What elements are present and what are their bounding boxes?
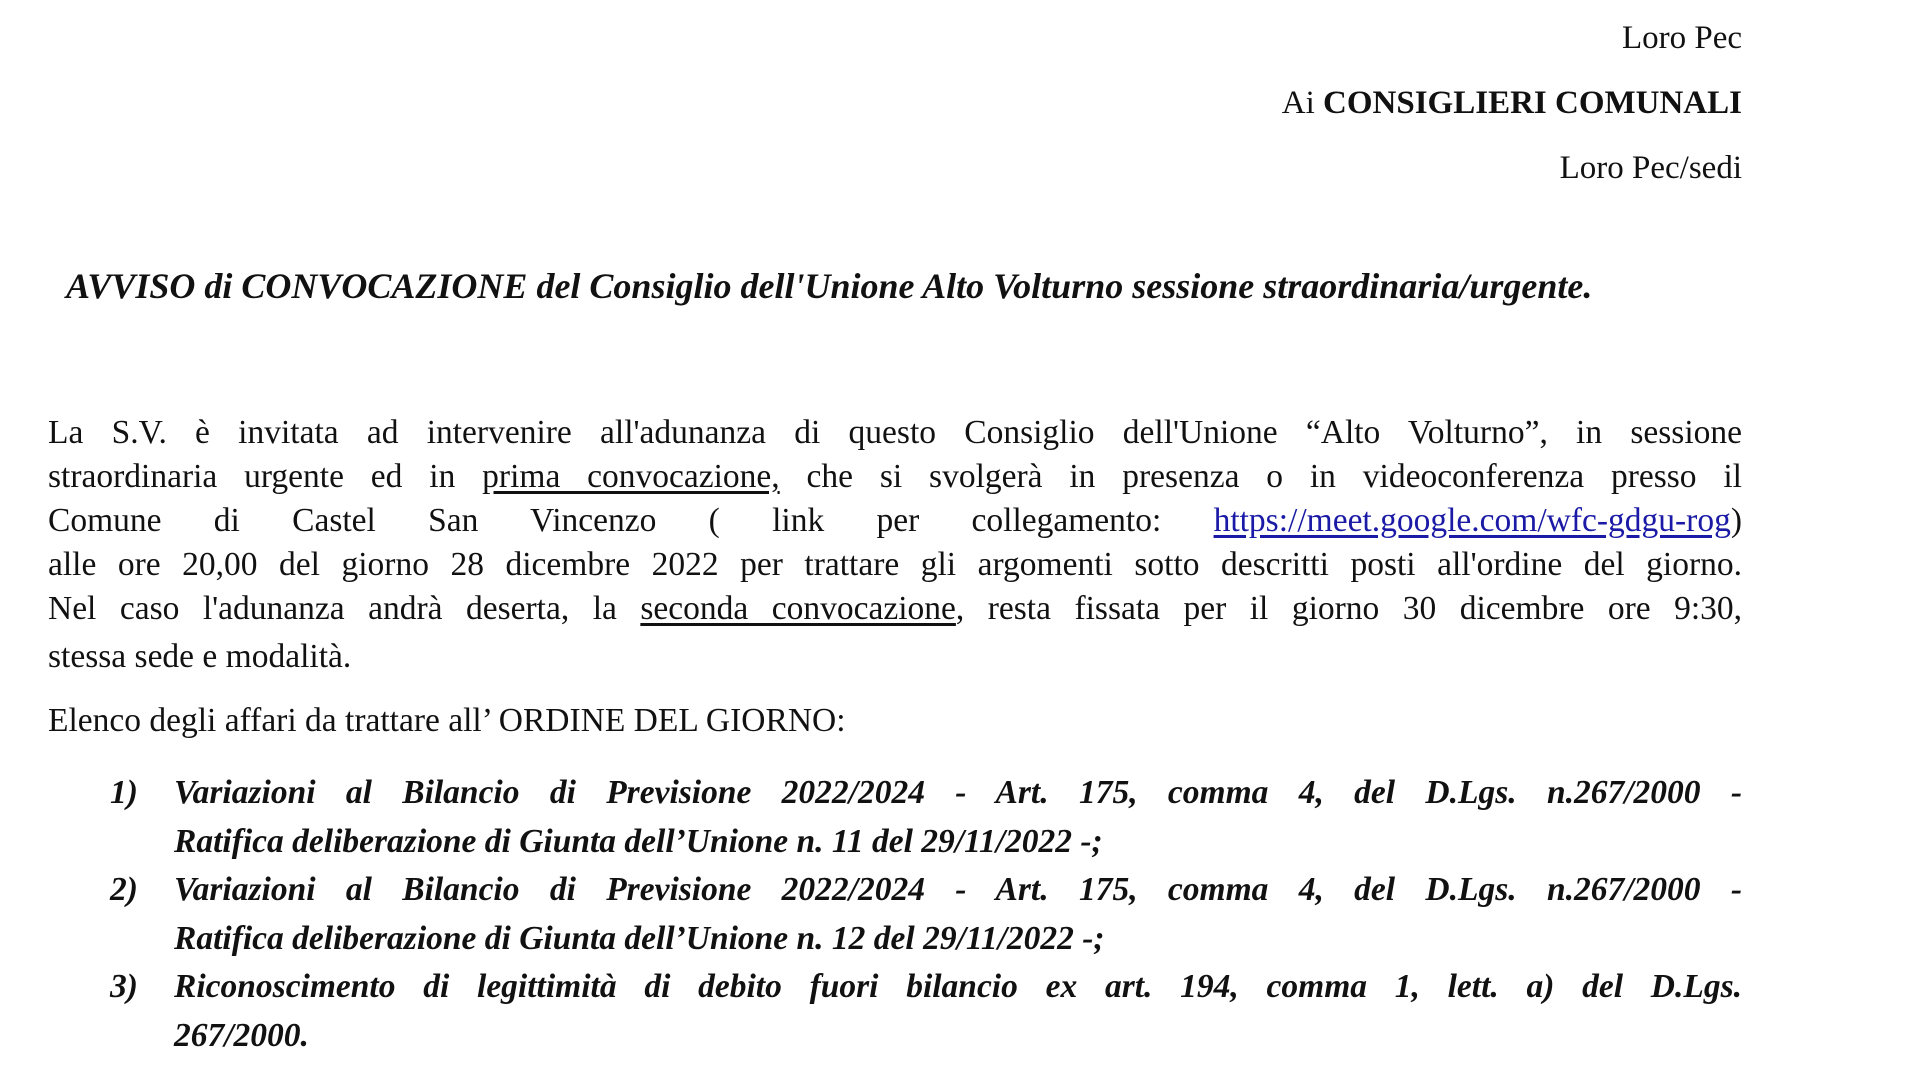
body-text: che si svolgerà in presenza o in videoconferenza presso il <box>779 458 1742 495</box>
recipients-block <box>1282 6 1742 201</box>
agenda-heading: Elenco degli affari da trattare all’ ORDINE DEL GIORNO: <box>48 702 846 739</box>
body-text: , resta fissata per il giorno 30 dicembre ore 9:30, <box>955 590 1743 627</box>
agenda-item-line: Riconoscimento di legittimità di debito fuori bilancio ex art. 194, comma 1, lett. a) del D.Lgs. <box>174 968 1742 1005</box>
body-row <box>48 587 1742 631</box>
meet-link[interactable]: https://meet.google.com/wfc-gdgu-rog <box>1213 502 1731 539</box>
recipient-line-1: Loro Pec <box>1621 20 1742 56</box>
agenda-item-line: Ratifica deliberazione di Giunta dell’Unione n. 12 del 29/11/2022 -; <box>174 919 1105 957</box>
recipient-prefix: Ai <box>1281 85 1324 121</box>
agenda-item-number: 2) <box>110 871 138 908</box>
body-text: ) <box>1730 502 1742 539</box>
prima-convocazione-text: prima convocazione, <box>482 458 780 495</box>
agenda-item-number: 3) <box>110 968 138 1005</box>
body-text: Comune di Castel San Vincenzo ( link per collegamento: <box>48 502 1214 539</box>
agenda-item-line: Ratifica deliberazione di Giunta dell’Unione n. 11 del 29/11/2022 -; <box>174 822 1103 860</box>
body-row: alle ore 20,00 del giorno 28 dicembre 2022 per trattare gli argomenti sotto descritti posti all'ordine del giorno. <box>48 546 1742 583</box>
recipient-consiglieri: CONSIGLIERI COMUNALI <box>1323 85 1742 121</box>
body-text: Nel caso l'adunanza andrà deserta, la <box>48 590 641 627</box>
agenda-item-line: 267/2000. <box>174 1016 309 1054</box>
body-text: straordinaria urgente ed in <box>48 458 483 495</box>
agenda-item <box>110 866 1742 963</box>
body-row <box>48 499 1742 543</box>
body-row: La S.V. è invitata ad intervenire all'adunanza di questo Consiglio dell'Unione “Alto Volturno”, in sessione <box>48 414 1742 451</box>
body-row: stessa sede e modalità. <box>48 638 352 675</box>
agenda-item-line: Variazioni al Bilancio di Previsione 2022/2024 - Art. 175, comma 4, del D.Lgs. n.267/2000 - <box>174 774 1742 811</box>
agenda-item-number: 1) <box>110 774 138 811</box>
agenda-list <box>110 769 1742 1060</box>
recipient-line-3: Loro Pec/sedi <box>1559 150 1742 186</box>
agenda-item-line: Variazioni al Bilancio di Previsione 2022/2024 - Art. 175, comma 4, del D.Lgs. n.267/2000 - <box>174 871 1742 908</box>
recipient-line-2 <box>1282 71 1742 136</box>
body-row <box>48 455 1742 499</box>
agenda-item <box>110 769 1742 866</box>
notice-subject: AVVISO di CONVOCAZIONE del Consiglio dell'Unione Alto Volturno sessione straordinaria/urgente. <box>66 266 1593 306</box>
agenda-item <box>110 963 1742 1060</box>
notice-body <box>48 411 1742 679</box>
seconda-convocazione-text: seconda convocazione <box>640 590 956 627</box>
